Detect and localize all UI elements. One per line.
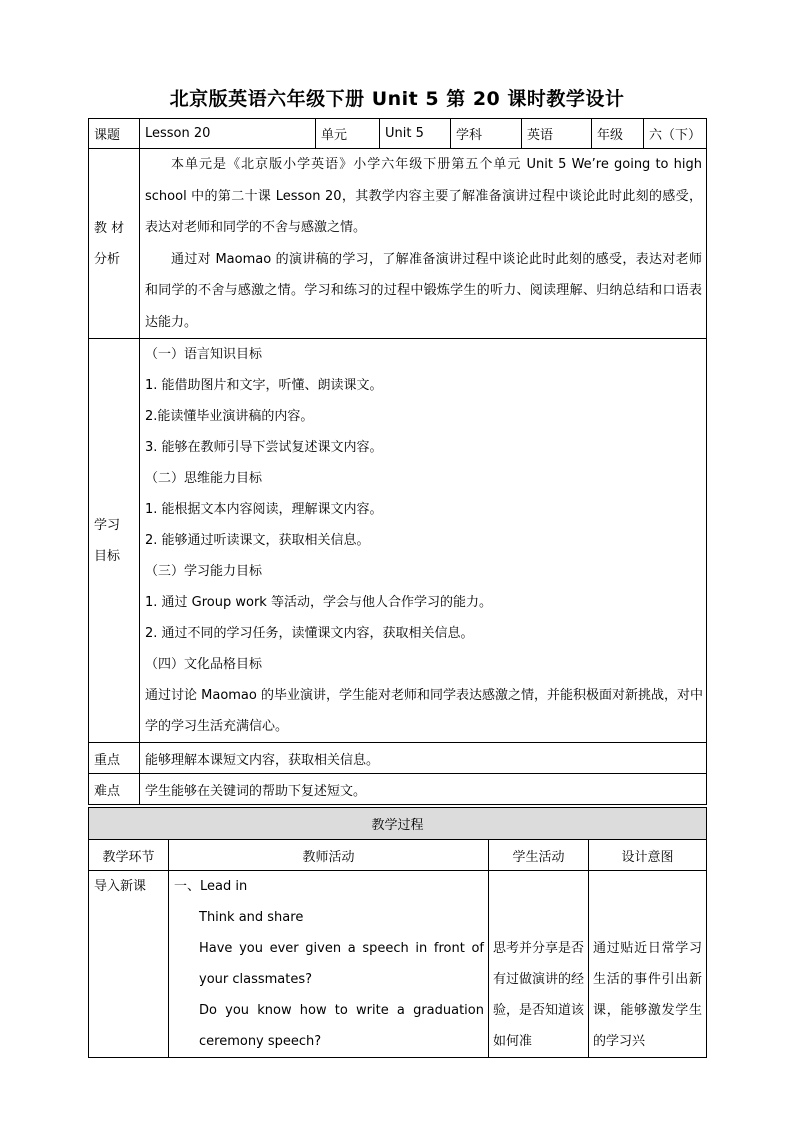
grade-label: 年级 bbox=[592, 119, 644, 149]
teacher-line: 一、Lead in bbox=[174, 879, 248, 894]
goals-label-line2: 目标 bbox=[94, 548, 121, 564]
difficult-point-label: 难点 bbox=[89, 774, 140, 805]
difficult-point-text: 学生能够在关键词的帮助下复述短文。 bbox=[140, 774, 707, 805]
subject-label: 学科 bbox=[451, 119, 522, 149]
goals-label-line1: 学习 bbox=[94, 517, 121, 533]
goal-line: 2. 能够通过听读课文，获取相关信息。 bbox=[145, 533, 370, 548]
lesson-info-table bbox=[88, 118, 707, 805]
design-intent-cell: 通过贴近日常学习生活的事件引出新课，能够激发学生的学习兴 bbox=[593, 941, 703, 1049]
col-header-teacher: 教师活动 bbox=[169, 840, 489, 871]
teaching-process-table bbox=[88, 807, 707, 1058]
teacher-activity-cell bbox=[169, 871, 489, 1058]
material-label-line2: 分析 bbox=[94, 251, 121, 267]
goal-line: 通过讨论 Maomao 的毕业演讲，学生能对老师和同学表达感激之情，并能积极面对新挑战，对中学的学习生活充满信心。 bbox=[145, 688, 703, 734]
process-row-lead-in bbox=[89, 871, 707, 1058]
unit-label: 单元 bbox=[316, 119, 380, 149]
material-paragraph-2: 通过对 Maomao 的演讲稿的学习，了解准备演讲过程中谈论此时此刻的感受，表达对老师和同学的不舍与感激之情。学习和练习的过程中锻炼学生的听力、阅读理解、归纳总结和口语表达能力。 bbox=[145, 251, 702, 330]
goal-line: 1. 能借助图片和文字，听懂、朗读课文。 bbox=[145, 378, 383, 393]
goal-line: （一）语言知识目标 bbox=[145, 347, 263, 362]
col-header-intent: 设计意图 bbox=[589, 840, 707, 871]
topic-label: 课题 bbox=[89, 119, 140, 149]
goal-line: 1. 通过 Group work 等活动，学会与他人合作学习的能力。 bbox=[145, 595, 492, 610]
key-point-row bbox=[89, 743, 707, 774]
material-analysis-content bbox=[140, 149, 707, 339]
learning-goals-row bbox=[89, 339, 707, 743]
col-header-stage: 教学环节 bbox=[89, 840, 169, 871]
subject-value: 英语 bbox=[522, 119, 592, 149]
process-title: 教学过程 bbox=[89, 808, 707, 840]
material-label-line1: 教 材 bbox=[94, 220, 125, 236]
goal-line: 2.能读懂毕业演讲稿的内容。 bbox=[145, 409, 314, 424]
material-paragraph-1: 本单元是《北京版小学英语》小学六年级下册第五个单元 Unit 5 We’re going to high school 中的第二十课 Lesson 20，其教学内容主要了解准备演讲过程中谈论此时此刻的感受，表达对老师和同学的不舍与感激之情。 bbox=[145, 157, 702, 235]
teacher-line: Think and share bbox=[199, 910, 304, 925]
learning-goals-label bbox=[89, 339, 140, 743]
col-header-student: 学生活动 bbox=[489, 840, 589, 871]
grade-value: 六（下） bbox=[644, 119, 707, 149]
goal-line: （四）文化品格目标 bbox=[145, 657, 263, 672]
teacher-line: Do you know how to write a graduation ceremony speech? bbox=[199, 1003, 484, 1049]
goal-line: 3. 能够在教师引导下尝试复述课文内容。 bbox=[145, 440, 383, 455]
difficult-point-row bbox=[89, 774, 707, 805]
goal-line: 2. 通过不同的学习任务，读懂课文内容，获取相关信息。 bbox=[145, 626, 474, 641]
topic-value: Lesson 20 bbox=[140, 119, 316, 149]
process-header-row bbox=[89, 840, 707, 871]
stage-cell: 导入新课 bbox=[94, 879, 147, 894]
document-title: 北京版英语六年级下册 Unit 5 第 20 课时教学设计 bbox=[169, 88, 625, 110]
student-activity-cell: 思考并分享是否有过做演讲的经验，是否知道该如何准 bbox=[493, 941, 585, 1049]
process-title-row bbox=[89, 808, 707, 840]
header-row bbox=[89, 119, 707, 149]
goal-line: （二）思维能力目标 bbox=[145, 471, 263, 486]
teacher-line: Have you ever given a speech in front of your classmates? bbox=[199, 941, 484, 987]
learning-goals-content bbox=[140, 339, 707, 743]
material-analysis-row bbox=[89, 149, 707, 339]
unit-value: Unit 5 bbox=[380, 119, 451, 149]
goal-line: （三）学习能力目标 bbox=[145, 564, 263, 579]
goal-line: 1. 能根据文本内容阅读，理解课文内容。 bbox=[145, 502, 383, 517]
material-analysis-label bbox=[89, 149, 140, 339]
key-point-label: 重点 bbox=[89, 743, 140, 774]
key-point-text: 能够理解本课短文内容，获取相关信息。 bbox=[140, 743, 707, 774]
